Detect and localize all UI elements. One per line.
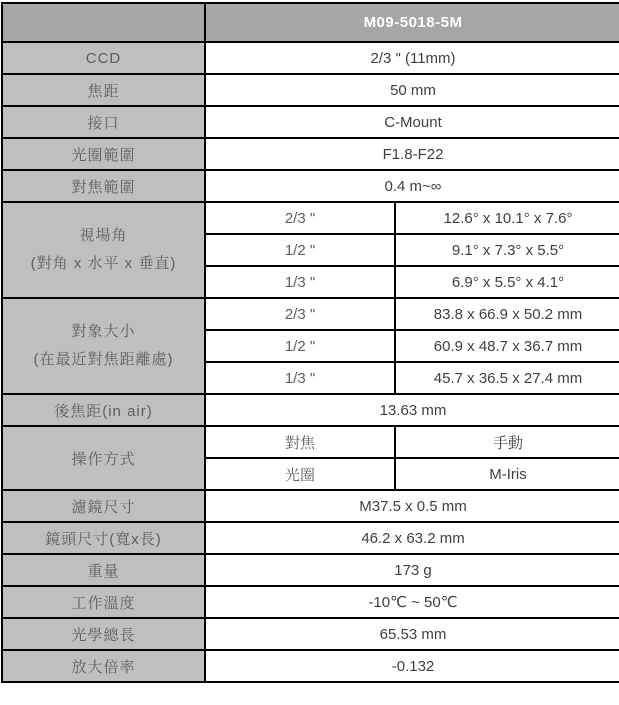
row-label-filter-size: 濾鏡尺寸 bbox=[2, 490, 205, 522]
row-label-focal-length: 焦距 bbox=[2, 74, 205, 106]
fov-sensor-1-3: 1/3 " bbox=[205, 266, 395, 298]
spec-row-operating-temp bbox=[2, 586, 619, 618]
fov-value-2-3: 12.6° x 10.1° x 7.6° bbox=[395, 202, 619, 234]
object-size-value-1-2: 60.9 x 48.7 x 36.7 mm bbox=[395, 330, 619, 362]
spec-row-mount bbox=[2, 106, 619, 138]
row-value-weight: 173 g bbox=[205, 554, 619, 586]
operation-item-focus: 對焦 bbox=[205, 426, 395, 458]
fov-value-1-3: 6.9° x 5.5° x 4.1° bbox=[395, 266, 619, 298]
fov-label-line2: (對角 x 水平 x 垂直) bbox=[30, 255, 177, 272]
object-size-sensor-2-3: 2/3 " bbox=[205, 298, 395, 330]
row-label-focus-range: 對焦範圍 bbox=[2, 170, 205, 202]
row-value-optical-length: 65.53 mm bbox=[205, 618, 619, 650]
fov-sensor-1-2: 1/2 " bbox=[205, 234, 395, 266]
spec-row-weight bbox=[2, 554, 619, 586]
lens-spec-table bbox=[1, 2, 619, 683]
object-size-value-1-3: 45.7 x 36.5 x 27.4 mm bbox=[395, 362, 619, 394]
object-size-value-2-3: 83.8 x 66.9 x 50.2 mm bbox=[395, 298, 619, 330]
fov-label-line1: 視場角 bbox=[79, 226, 128, 244]
fov-value-1-2: 9.1° x 7.3° x 5.5° bbox=[395, 234, 619, 266]
row-label-weight: 重量 bbox=[2, 554, 205, 586]
spec-row-magnification bbox=[2, 650, 619, 682]
spec-row-lens-size bbox=[2, 522, 619, 554]
operation-item-iris: 光圈 bbox=[205, 458, 395, 490]
row-label-magnification: 放大倍率 bbox=[2, 650, 205, 682]
fov-row-1 bbox=[2, 202, 619, 234]
row-label-iris-range: 光圈範圍 bbox=[2, 138, 205, 170]
row-label-back-focal: 後焦距(in air) bbox=[2, 394, 205, 426]
object-size-label-line2: (在最近對焦距離處) bbox=[33, 351, 174, 368]
spec-row-focal-length bbox=[2, 74, 619, 106]
spec-row-back-focal bbox=[2, 394, 619, 426]
row-value-magnification: -0.132 bbox=[205, 650, 619, 682]
row-value-iris-range: F1.8-F22 bbox=[205, 138, 619, 170]
spec-row-optical-length bbox=[2, 618, 619, 650]
spec-row-filter-size bbox=[2, 490, 619, 522]
operation-row-1 bbox=[2, 426, 619, 458]
row-label-ccd: CCD bbox=[2, 42, 205, 74]
row-label-optical-length: 光學總長 bbox=[2, 618, 205, 650]
object-size-sensor-1-3: 1/3 " bbox=[205, 362, 395, 394]
row-label-lens-size: 鏡頭尺寸(寬x長) bbox=[2, 522, 205, 554]
object-size-sensor-1-2: 1/2 " bbox=[205, 330, 395, 362]
row-label-operation: 操作方式 bbox=[2, 426, 205, 490]
spec-row-iris-range bbox=[2, 138, 619, 170]
row-value-focal-length: 50 mm bbox=[205, 74, 619, 106]
spec-row-ccd bbox=[2, 42, 619, 74]
header-empty-cell bbox=[2, 3, 205, 42]
row-value-focus-range: 0.4 m~∞ bbox=[205, 170, 619, 202]
row-value-back-focal: 13.63 mm bbox=[205, 394, 619, 426]
row-value-lens-size: 46.2 x 63.2 mm bbox=[205, 522, 619, 554]
row-label-field-of-view bbox=[2, 202, 205, 298]
header-row bbox=[2, 3, 619, 42]
row-label-object-size bbox=[2, 298, 205, 394]
row-value-operating-temp: -10℃ ~ 50℃ bbox=[205, 586, 619, 618]
object-size-label-line1: 對象大小 bbox=[71, 322, 136, 340]
row-value-filter-size: M37.5 x 0.5 mm bbox=[205, 490, 619, 522]
fov-sensor-2-3: 2/3 " bbox=[205, 202, 395, 234]
row-label-mount: 接口 bbox=[2, 106, 205, 138]
operation-value-iris: M-Iris bbox=[395, 458, 619, 490]
row-label-operating-temp: 工作溫度 bbox=[2, 586, 205, 618]
row-value-ccd: 2/3 " (11mm) bbox=[205, 42, 619, 74]
object-size-row-1 bbox=[2, 298, 619, 330]
operation-value-focus: 手動 bbox=[395, 426, 619, 458]
model-title: M09-5018-5M bbox=[205, 3, 619, 42]
row-value-mount: C-Mount bbox=[205, 106, 619, 138]
spec-row-focus-range bbox=[2, 170, 619, 202]
